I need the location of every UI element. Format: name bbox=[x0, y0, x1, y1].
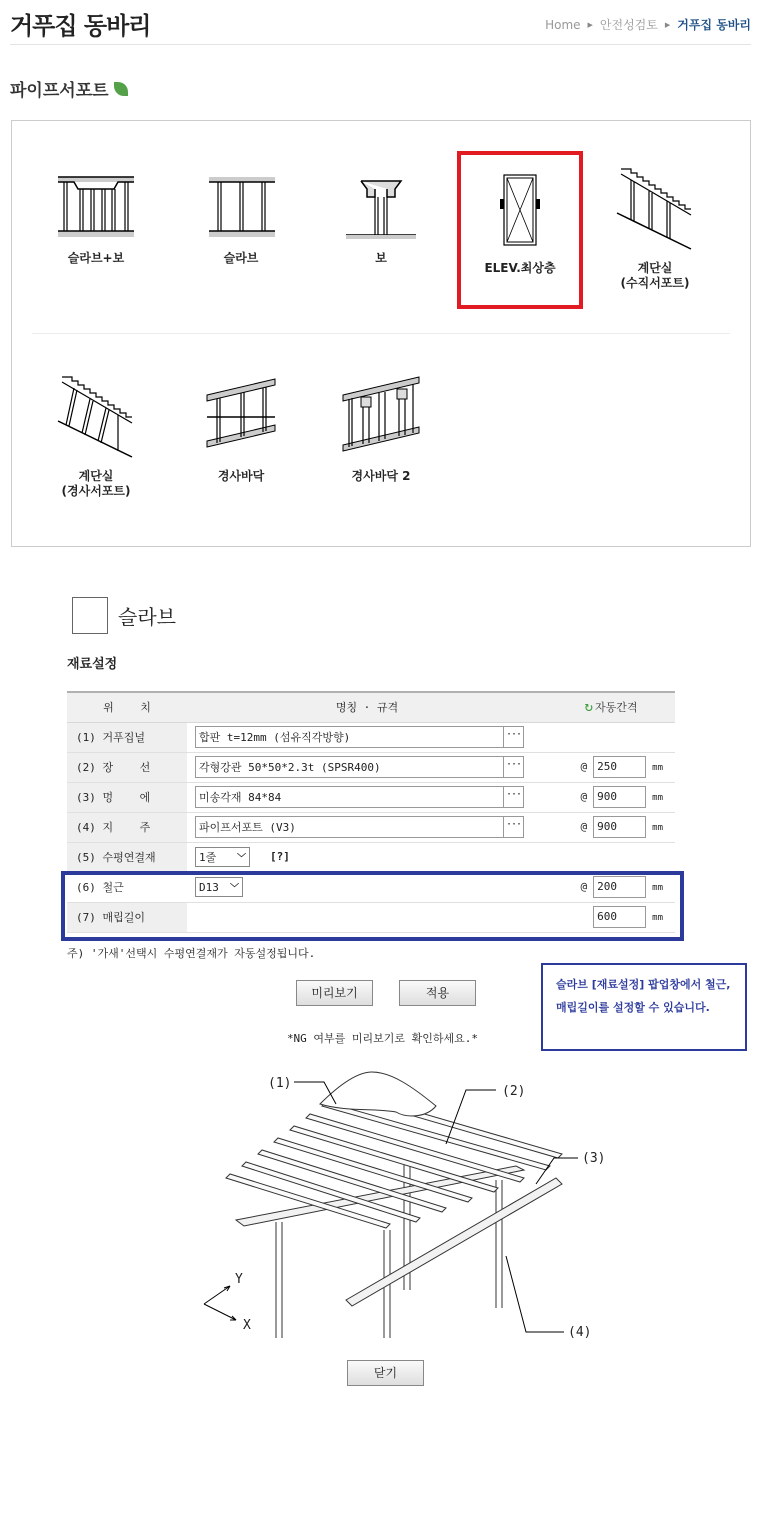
col-spec: 명칭 · 규격 bbox=[187, 692, 547, 722]
more-options-button[interactable]: ··· bbox=[503, 727, 523, 747]
type-elev-top-floor[interactable] bbox=[460, 171, 580, 276]
more-options-button[interactable]: ··· bbox=[503, 817, 523, 837]
row-label: (1) 거푸집널 bbox=[67, 722, 187, 752]
type-slab-beam[interactable] bbox=[36, 171, 156, 266]
diagram-label-3: (3) bbox=[582, 1151, 606, 1166]
annotation-callout: 슬라브 [재료설정] 팝업창에서 철근, 매립길이를 설정할 수 있습니다. bbox=[541, 963, 747, 1051]
grid-divider bbox=[32, 333, 730, 334]
type-stair-inclined[interactable] bbox=[36, 373, 156, 499]
table-row bbox=[67, 842, 675, 872]
leaf-icon bbox=[114, 82, 128, 96]
material-settings-title: 재료설정 bbox=[67, 657, 118, 672]
joist-field[interactable]: 각형강관 50*50*2.3t (SPSR400) ··· bbox=[195, 756, 524, 778]
help-link[interactable]: [?] bbox=[270, 850, 290, 863]
breadcrumb-current: 거푸집 동바리 bbox=[677, 18, 751, 32]
type-label: 계단실 (경사서포트) bbox=[61, 469, 131, 498]
preview-button[interactable]: 미리보기 bbox=[296, 980, 373, 1006]
rebar-interval-input[interactable]: 200 bbox=[593, 876, 646, 898]
support-field[interactable]: 파이프서포트 (V3) ··· bbox=[195, 816, 524, 838]
axis-arrows-icon bbox=[204, 1286, 236, 1320]
auto-interval-label: 자동간격 bbox=[594, 701, 638, 715]
chevron-down-icon: ﹀ bbox=[229, 883, 239, 894]
type-label: 보 bbox=[375, 251, 387, 265]
type-sloped-floor-2[interactable] bbox=[321, 373, 441, 484]
chevron-down-icon: ﹀ bbox=[236, 853, 246, 864]
refresh-icon: ↻ bbox=[584, 699, 593, 716]
slab-beam-icon bbox=[56, 171, 136, 241]
type-label: 경사바닥 2 bbox=[351, 469, 411, 483]
support-interval-input[interactable]: 900 bbox=[593, 816, 646, 838]
axis-x-label: X bbox=[243, 1318, 251, 1333]
material-table bbox=[67, 691, 675, 933]
type-sloped-floor[interactable] bbox=[181, 373, 301, 484]
row-label: (6) 철근 bbox=[67, 872, 187, 902]
row-label: (4) 지 주 bbox=[67, 812, 187, 842]
section-title-text: 파이프서포트 bbox=[10, 81, 109, 101]
table-row: (4) 지 주 파이프서포트 (V3) ··· @ 900 mm bbox=[67, 812, 675, 842]
yoke-interval-input[interactable]: 900 bbox=[593, 786, 646, 808]
more-options-button[interactable]: ··· bbox=[503, 787, 523, 807]
breadcrumb-safety-review[interactable]: 안전성검토 bbox=[599, 18, 658, 32]
type-label: ELEV.최상층 bbox=[484, 261, 556, 275]
form-note: 주) '가새'선택시 수평연결재가 자동설정됩니다. bbox=[67, 947, 316, 960]
diagram-label-2: (2) bbox=[502, 1084, 526, 1099]
section-title bbox=[10, 76, 128, 101]
table-row: (2) 장 선 각형강관 50*50*2.3t (SPSR400) ··· @ 250 mm bbox=[67, 752, 675, 782]
preview-hint: *NG 여부를 미리보기로 확인하세요.* bbox=[286, 1032, 479, 1045]
stair-inclined-support-icon bbox=[56, 373, 136, 459]
type-stair-vertical[interactable] bbox=[595, 165, 715, 291]
breadcrumb bbox=[545, 16, 751, 33]
table-row: (6) 철근 D13 ﹀ @ 200 mm bbox=[67, 872, 675, 902]
rebar-select[interactable]: D13 ﹀ bbox=[195, 877, 243, 897]
close-button[interactable]: 닫기 bbox=[347, 1360, 424, 1386]
support-type-grid bbox=[11, 120, 751, 547]
slab-thumbnail bbox=[72, 597, 108, 634]
row-label: (3) 멍 에 bbox=[67, 782, 187, 812]
row-label: (7) 매립길이 bbox=[67, 902, 187, 932]
type-slab[interactable] bbox=[181, 171, 301, 266]
joist-interval-input[interactable]: 250 bbox=[593, 756, 646, 778]
diagram-label-1: (1) bbox=[268, 1076, 292, 1091]
stair-vertical-support-icon bbox=[615, 165, 695, 251]
diagram-label-4: (4) bbox=[568, 1325, 592, 1340]
type-beam[interactable] bbox=[321, 171, 441, 266]
slab-formwork-diagram bbox=[196, 1060, 616, 1350]
breadcrumb-home[interactable]: Home bbox=[545, 17, 581, 32]
row-label: (2) 장 선 bbox=[67, 752, 187, 782]
type-label: 슬라브+보 bbox=[67, 251, 125, 265]
col-position: 위 치 bbox=[67, 692, 187, 722]
more-options-button[interactable]: ··· bbox=[503, 757, 523, 777]
sloped-floor-2-icon bbox=[341, 373, 421, 459]
form-title: 슬라브 bbox=[118, 605, 176, 629]
slab-icon bbox=[201, 171, 281, 241]
apply-button[interactable]: 적용 bbox=[399, 980, 476, 1006]
chevron-right-icon: ▶ bbox=[664, 20, 671, 29]
table-row: (7) 매립길이 600 mm bbox=[67, 902, 675, 932]
row-label: (5) 수평연결재 bbox=[67, 842, 187, 872]
page-title: 거푸집 동바리 bbox=[10, 12, 151, 40]
yoke-field[interactable]: 미송각재 84*84 ··· bbox=[195, 786, 524, 808]
table-row: (3) 멍 에 미송각재 84*84 ··· @ 900 mm bbox=[67, 782, 675, 812]
chevron-right-icon: ▶ bbox=[587, 20, 593, 29]
formwork-panel-field[interactable]: 합판 t=12mm (섬유직각방향) ··· bbox=[195, 726, 524, 748]
embed-length-input[interactable]: 600 bbox=[593, 906, 646, 928]
form-header bbox=[72, 597, 176, 634]
col-interval[interactable] bbox=[547, 692, 675, 722]
axis-y-label: Y bbox=[235, 1272, 243, 1287]
table-row bbox=[67, 722, 675, 752]
header-divider bbox=[10, 44, 751, 45]
horizontal-brace-select[interactable]: 1줄 ﹀ bbox=[195, 847, 250, 867]
elevator-top-floor-icon bbox=[480, 171, 560, 251]
type-label: 계단실 (수직서포트) bbox=[620, 261, 690, 290]
type-label: 경사바닥 bbox=[217, 469, 265, 483]
sloped-floor-icon bbox=[201, 373, 281, 459]
beam-icon bbox=[341, 171, 421, 241]
type-label: 슬라브 bbox=[223, 251, 259, 265]
